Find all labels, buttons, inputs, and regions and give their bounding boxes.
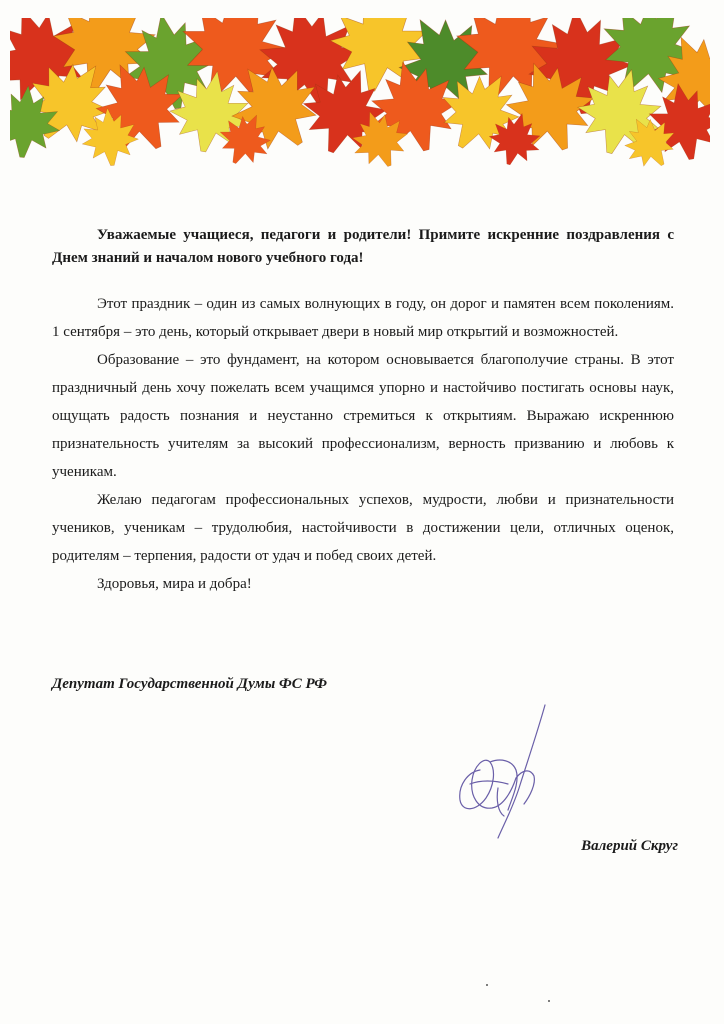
signer-name: Валерий Скруг (581, 838, 678, 854)
letter-body (52, 290, 674, 598)
scan-speck (486, 984, 488, 986)
handwritten-signature-icon (450, 700, 560, 845)
letter-greeting: Уважаемые учащиеся, педагоги и родители! Примите искренние поздравления с Днем знаний и началом нового учебного года! (52, 227, 674, 266)
letter-paragraph: Образование – это фундамент, на котором основывается благополучие страны. В этот праздничный день хочу пожелать всем учащимся упорно и настойчиво постигать основы наук, ощущать радость познания и неустанно стремиться к открытиям. Выражаю искреннюю признательность учителям за высокий профессионализм, верность призванию и любовь к ученикам. (52, 352, 674, 480)
scan-speck (548, 1000, 550, 1002)
sender-position-title: Депутат Государственной Думы ФС РФ (52, 676, 327, 692)
letter-paragraph: Желаю педагогам профессиональных успехов, мудрости, любви и признательности учеников, ученикам – трудолюбия, настойчивости в достижении цели, отличных оценок, родителям – терпения, радости от удач и побед своих детей. (52, 492, 674, 564)
letter-paragraph: Этот праздник – один из самых волнующих в году, он дорог и памятен всем поколениям. 1 сентября – это день, который открывает двери в новый мир открытий и возможностей. (52, 296, 674, 340)
autumn-leaves-banner-icon (10, 18, 710, 168)
letter-paragraph: Здоровья, мира и добра! (97, 576, 252, 592)
